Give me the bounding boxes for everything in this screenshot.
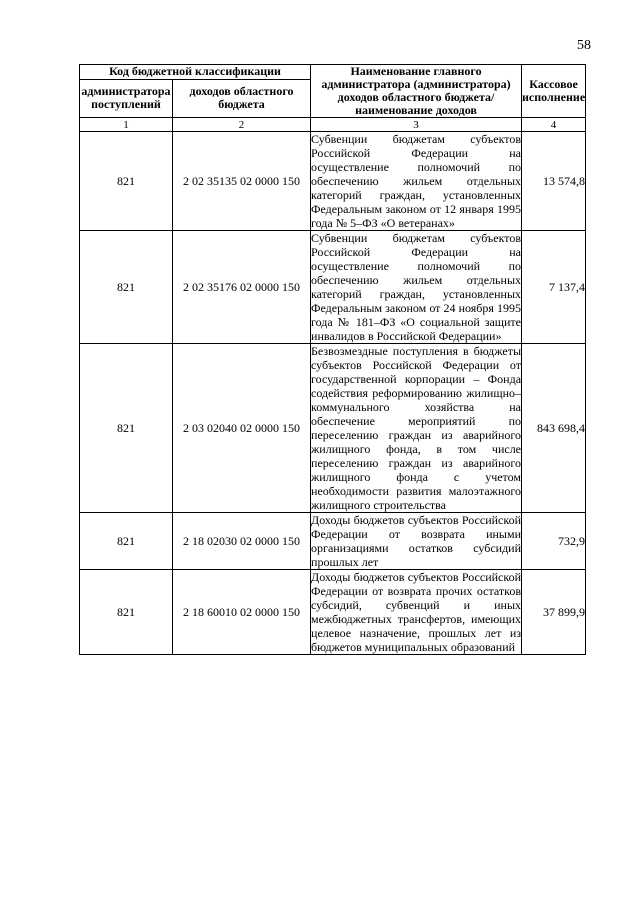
header-budget-classification: Код бюджетной классификации — [80, 65, 311, 80]
amount-cell: 843 698,4 — [522, 344, 586, 513]
income-name-cell: Безвозмездные поступления в бюджеты субъектов Российской Федерации от государственной корпорации – Фонда содействия реформированию жилищно–коммунального хозяйства на обеспечение мероприятий по переселению граждан из аварийного жилищного фонда, в том числе переселению граждан из аварийного жилищного фонда с учетом необходимости развития малоэтажного жилищного строительства — [311, 344, 522, 512]
income-code-cell: 2 02 35135 02 0000 150 — [173, 132, 311, 231]
income-name-cell: Субвенции бюджетам субъектов Российской Федерации на осуществление полномочий по обеспечению жильем отдельных категорий граждан, установленных Федеральным законом от 24 ноября 1995 года № 181–ФЗ «О социальной защите инвалидов в Российской Федерации» — [311, 231, 522, 343]
table-row — [80, 132, 586, 231]
amount-cell: 37 899,9 — [522, 570, 586, 655]
column-number: 1 — [80, 118, 173, 132]
header-income: доходов областного бюджета — [173, 79, 311, 117]
amount-cell: 13 574,8 — [522, 132, 586, 231]
admin-code-cell: 821 — [80, 132, 173, 231]
table-row — [80, 231, 586, 344]
column-number: 4 — [522, 118, 586, 132]
page-number: 58 — [577, 38, 591, 53]
header-name: Наименование главного администратора (администратора) доходов областного бюджета/ наименование доходов — [311, 65, 522, 118]
admin-code-cell: 821 — [80, 344, 173, 513]
table-row — [80, 570, 586, 655]
table-row — [80, 513, 586, 570]
income-code-cell: 2 03 02040 02 0000 150 — [173, 344, 311, 513]
income-code-cell: 2 18 02030 02 0000 150 — [173, 513, 311, 570]
column-number: 2 — [173, 118, 311, 132]
admin-code-cell: 821 — [80, 570, 173, 655]
amount-cell: 7 137,4 — [522, 231, 586, 344]
income-name-cell: Субвенции бюджетам субъектов Российской Федерации на осуществление полномочий по обеспечению жильем отдельных категорий граждан, установленных Федеральным законом от 12 января 1995 года № 5–ФЗ «О ветеранах» — [311, 132, 522, 230]
admin-code-cell: 821 — [80, 231, 173, 344]
table-row — [80, 344, 586, 513]
income-code-cell: 2 18 60010 02 0000 150 — [173, 570, 311, 655]
budget-table — [79, 64, 586, 655]
column-numbers-row — [80, 118, 586, 132]
income-name-cell: Доходы бюджетов субъектов Российской Федерации от возврата иными организациями остатков субсидий прошлых лет — [311, 513, 522, 569]
admin-code-cell: 821 — [80, 513, 173, 570]
income-name-cell: Доходы бюджетов субъектов Российской Федерации от возврата прочих остатков субсидий, субвенций и иных межбюджетных трансфертов, имеющих целевое назначение, прошлых лет из бюджетов муниципальных образований — [311, 570, 522, 654]
amount-cell: 732,9 — [522, 513, 586, 570]
income-code-cell: 2 02 35176 02 0000 150 — [173, 231, 311, 344]
header-amount: Кассовое исполнение — [522, 65, 586, 118]
header-admin: администратора поступлений — [80, 79, 173, 117]
column-number: 3 — [311, 118, 522, 132]
